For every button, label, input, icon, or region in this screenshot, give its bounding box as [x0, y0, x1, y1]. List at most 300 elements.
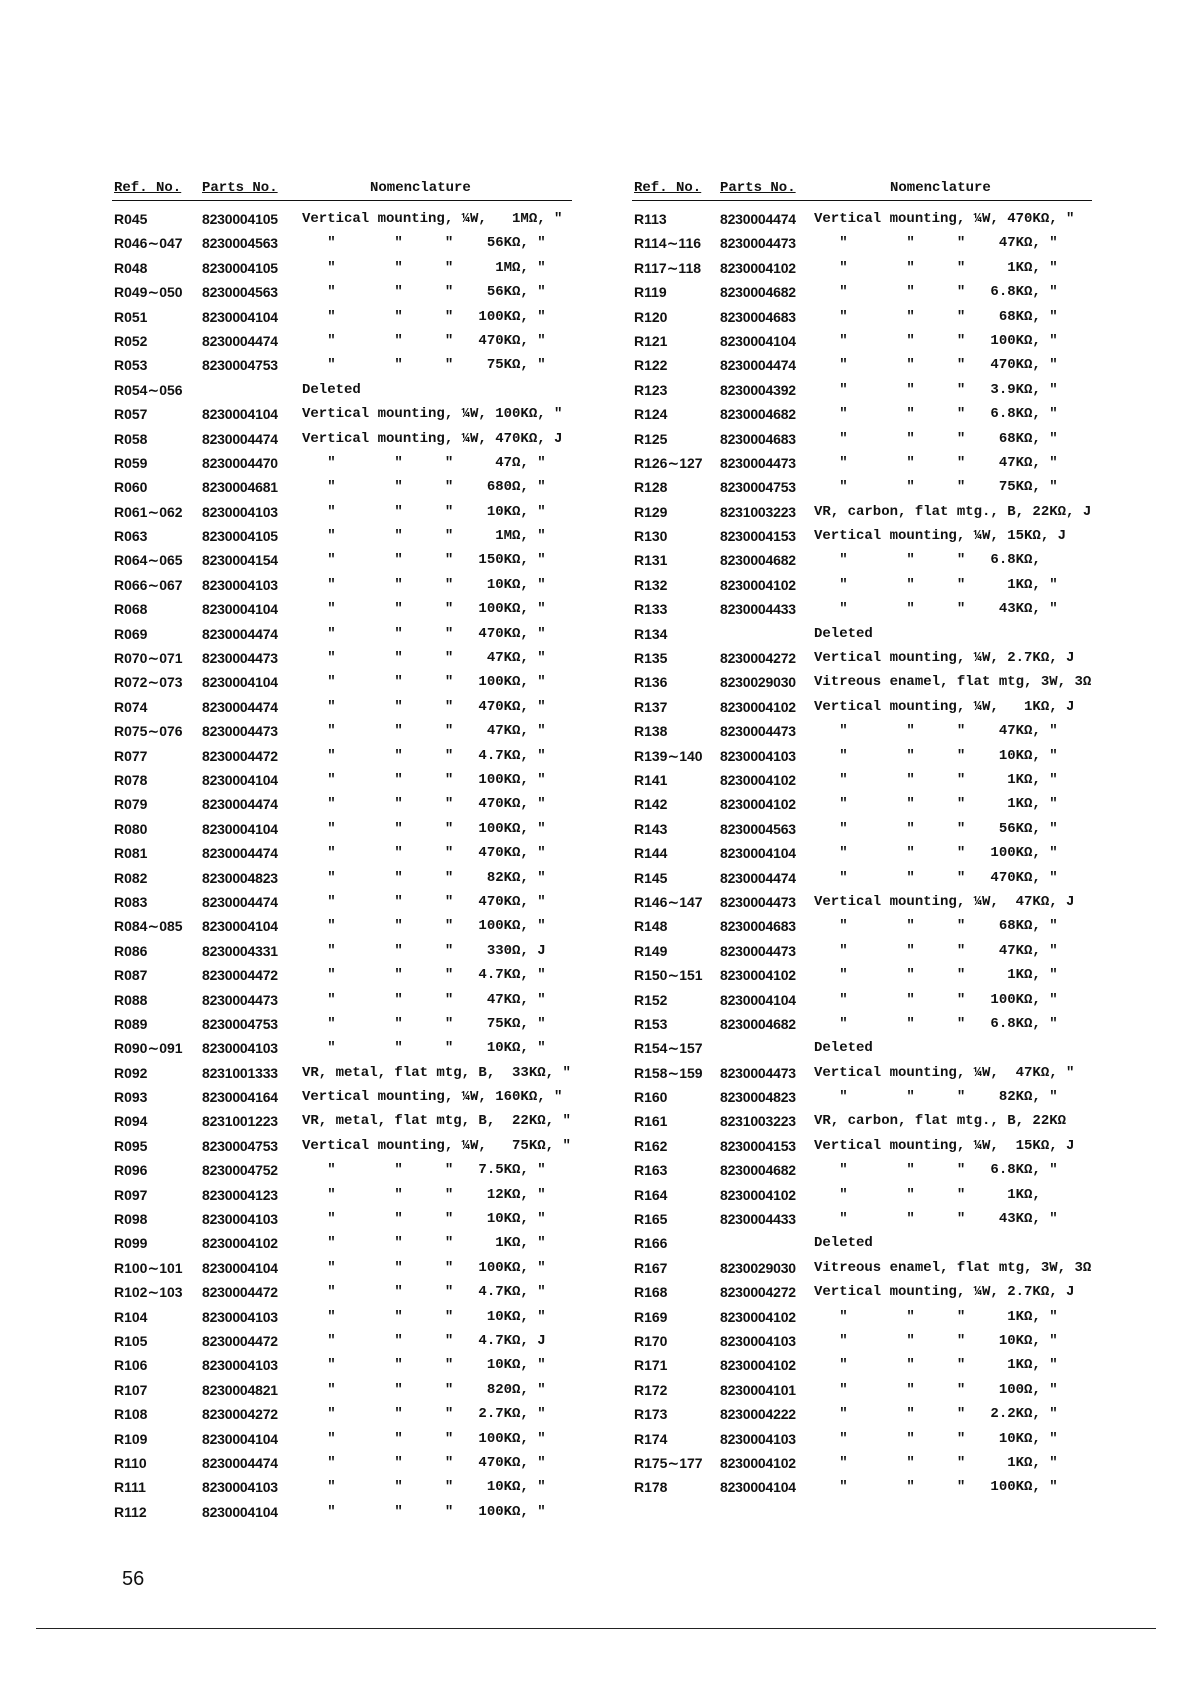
- nomenclature-cell: " " " 12KΩ, ": [302, 1186, 546, 1203]
- parts-no-cell: 8230004682: [720, 552, 796, 569]
- table-row: [632, 282, 1092, 306]
- parts-no-cell: 8231003223: [720, 503, 796, 520]
- table-row: [632, 868, 1092, 892]
- parts-no-cell: 8230004472: [202, 747, 278, 764]
- nomenclature-cell: Vertical mounting, ¼W, 15KΩ, J: [814, 528, 1067, 545]
- table-row: [112, 429, 572, 453]
- nomenclature-header: Nomenclature: [370, 180, 471, 196]
- table-row: [112, 1111, 572, 1135]
- nomenclature-cell: " " " 68KΩ, ": [814, 918, 1058, 935]
- parts-no-cell: 8230004474: [720, 357, 796, 374]
- table-row: [112, 1404, 572, 1428]
- table-row: [632, 1404, 1092, 1428]
- nomenclature-cell: " " " 1KΩ, ": [814, 796, 1058, 813]
- parts-no-cell: 8230004103: [202, 1479, 278, 1496]
- table-header: [112, 178, 572, 201]
- nomenclature-cell: Vertical mounting, ¼W, 15KΩ, J: [814, 1137, 1075, 1154]
- ref-no-cell: R172: [634, 1381, 668, 1398]
- table-row: [632, 355, 1092, 379]
- parts-no-cell: 8230004104: [202, 674, 278, 691]
- ref-no-cell: R045: [114, 211, 148, 227]
- parts-no-cell: 8230004821: [202, 1381, 278, 1398]
- table-row: [632, 794, 1092, 818]
- parts-no-cell: 8230004272: [720, 650, 796, 667]
- ref-no-cell: R168: [634, 1284, 668, 1301]
- nomenclature-cell: " " " 100KΩ, ": [814, 1479, 1058, 1496]
- ref-no-cell: R105: [114, 1332, 148, 1349]
- nomenclature-cell: Vertical mounting, ¼W, 47KΩ, J: [814, 893, 1075, 910]
- table-row: [632, 331, 1092, 355]
- parts-no-cell: 8230004682: [720, 284, 796, 301]
- ref-no-cell: R113: [634, 211, 667, 227]
- parts-no-cell: 8230004753: [202, 1137, 278, 1154]
- ref-no-cell: R136: [634, 674, 668, 691]
- nomenclature-cell: " " " 100KΩ, ": [302, 1259, 546, 1276]
- table-row: [632, 599, 1092, 623]
- nomenclature-cell: " " " 1KΩ, ": [814, 967, 1058, 984]
- nomenclature-cell: " " " 1MΩ, ": [302, 259, 546, 276]
- parts-no-cell: 8230004102: [720, 576, 796, 593]
- table-row: [112, 1209, 572, 1233]
- table-row: [632, 258, 1092, 282]
- table-row: [112, 770, 572, 794]
- ref-no-cell: R077: [114, 747, 148, 764]
- parts-no-cell: 8231003223: [720, 1113, 796, 1130]
- nomenclature-cell: " " " 75KΩ, ": [814, 479, 1058, 496]
- table-row: [112, 794, 572, 818]
- parts-no-cell: 8230004102: [720, 259, 796, 276]
- parts-no-cell: 8230004474: [720, 869, 796, 886]
- nomenclature-cell: " " " 10KΩ, ": [814, 1430, 1058, 1447]
- parts-no-cell: 8230004474: [202, 893, 278, 910]
- parts-no-cell: 8230004470: [202, 454, 278, 471]
- ref-no-cell: R066∼067: [114, 576, 183, 593]
- nomenclature-cell: " " " 1KΩ,: [814, 1186, 1041, 1203]
- parts-no-header: Parts No.: [720, 180, 796, 196]
- nomenclature-cell: " " " 47KΩ, ": [814, 723, 1058, 740]
- ref-no-cell: R117∼118: [634, 259, 702, 276]
- table-row: [632, 1453, 1092, 1477]
- table-row: [632, 843, 1092, 867]
- ref-no-cell: R095: [114, 1137, 148, 1154]
- ref-no-cell: R108: [114, 1406, 148, 1423]
- table-row: [632, 1307, 1092, 1331]
- parts-no-cell: 8230004123: [202, 1186, 278, 1203]
- parts-no-cell: 8230004153: [720, 1137, 796, 1154]
- parts-no-cell: 8230004474: [720, 211, 796, 227]
- parts-no-cell: 8230004753: [720, 479, 796, 496]
- nomenclature-cell: " " " 470KΩ, ": [302, 845, 546, 862]
- table-row: [112, 721, 572, 745]
- left-rows: [112, 209, 572, 1526]
- ref-no-cell: R120: [634, 308, 668, 325]
- table-row: [112, 1038, 572, 1062]
- ref-no-cell: R125: [634, 430, 668, 447]
- table-row: [112, 1087, 572, 1111]
- nomenclature-cell: " " " 100KΩ, ": [302, 1430, 546, 1447]
- parts-no-cell: 8230004473: [720, 454, 796, 471]
- ref-no-cell: R143: [634, 820, 668, 837]
- ref-no-cell: R090∼091: [114, 1040, 183, 1057]
- parts-no-cell: 8230004682: [720, 1162, 796, 1179]
- ref-no-cell: R112: [114, 1503, 147, 1520]
- nomenclature-cell: " " " 68KΩ, ": [814, 430, 1058, 447]
- nomenclature-cell: " " " 56KΩ, ": [814, 820, 1058, 837]
- nomenclature-cell: Vertical mounting, ¼W, 100KΩ, ": [302, 406, 563, 423]
- nomenclature-cell: " " " 10KΩ, ": [302, 1479, 546, 1496]
- ref-no-cell: R060: [114, 479, 148, 496]
- right-parts-table: [632, 178, 1092, 1502]
- parts-no-cell: 8230004103: [202, 576, 278, 593]
- parts-no-cell: 8230004472: [202, 967, 278, 984]
- ref-no-cell: R111: [114, 1479, 146, 1496]
- nomenclature-cell: " " " 470KΩ, ": [302, 625, 546, 642]
- ref-no-cell: R088: [114, 991, 148, 1008]
- table-row: [632, 721, 1092, 745]
- parts-no-cell: 8230004473: [202, 650, 278, 667]
- parts-no-cell: 8230004103: [720, 1332, 796, 1349]
- nomenclature-cell: " " " 1KΩ, ": [814, 1357, 1058, 1374]
- ref-no-cell: R069: [114, 625, 148, 642]
- parts-no-cell: 8230004105: [202, 528, 278, 545]
- ref-no-cell: R165: [634, 1211, 668, 1228]
- ref-no-cell: R154∼157: [634, 1040, 703, 1057]
- ref-no-cell: R131: [634, 552, 668, 569]
- nomenclature-cell: " " " 10KΩ, ": [302, 1040, 546, 1057]
- table-row: [632, 941, 1092, 965]
- ref-no-cell: R054∼056: [114, 381, 183, 398]
- nomenclature-cell: " " " 4.7KΩ, ": [302, 967, 546, 984]
- nomenclature-cell: " " " 100KΩ, ": [302, 771, 546, 788]
- table-row: [112, 965, 572, 989]
- nomenclature-cell: " " " 1KΩ, ": [814, 771, 1058, 788]
- table-row: [112, 453, 572, 477]
- table-row: [112, 1063, 572, 1087]
- nomenclature-cell: Deleted: [814, 1235, 873, 1252]
- parts-no-cell: 8230004683: [720, 430, 796, 447]
- nomenclature-cell: " " " 47KΩ, ": [302, 991, 546, 1008]
- table-row: [112, 746, 572, 770]
- nomenclature-cell: " " " 6.8KΩ,: [814, 552, 1041, 569]
- ref-no-cell: R119: [634, 284, 667, 301]
- ref-no-cell: R079: [114, 796, 148, 813]
- ref-no-cell: R121: [634, 332, 668, 349]
- table-row: [112, 672, 572, 696]
- table-row: [632, 1209, 1092, 1233]
- table-row: [632, 1380, 1092, 1404]
- ref-no-cell: R058: [114, 430, 148, 447]
- ref-no-cell: R137: [634, 698, 668, 715]
- table-row: [112, 1380, 572, 1404]
- ref-no-cell: R099: [114, 1235, 148, 1252]
- ref-no-cell: R163: [634, 1162, 668, 1179]
- table-header: [632, 178, 1092, 201]
- parts-no-cell: 8230004103: [202, 1308, 278, 1325]
- table-row: [632, 1331, 1092, 1355]
- ref-no-cell: R075∼076: [114, 723, 183, 740]
- table-row: [112, 502, 572, 526]
- parts-no-cell: 8230004272: [720, 1284, 796, 1301]
- table-row: [632, 990, 1092, 1014]
- table-row: [632, 1136, 1092, 1160]
- parts-no-cell: 8230004101: [720, 1381, 796, 1398]
- ref-no-cell: R064∼065: [114, 552, 183, 569]
- ref-no-cell: R087: [114, 967, 148, 984]
- nomenclature-cell: " " " 680Ω, ": [302, 479, 546, 496]
- table-row: [632, 672, 1092, 696]
- nomenclature-cell: " " " 100KΩ, ": [302, 308, 546, 325]
- ref-no-cell: R080: [114, 820, 148, 837]
- nomenclature-cell: Vitreous enamel, flat mtg, 3W, 3Ω: [814, 674, 1092, 691]
- ref-no-cell: R161: [634, 1113, 668, 1130]
- nomenclature-cell: " " " 75KΩ, ": [302, 1015, 546, 1032]
- parts-no-cell: 8230004473: [720, 723, 796, 740]
- parts-no-cell: 8230004104: [720, 332, 796, 349]
- nomenclature-cell: " " " 100KΩ, ": [814, 332, 1058, 349]
- ref-no-cell: R110: [114, 1454, 147, 1471]
- parts-no-cell: 8230004103: [202, 1357, 278, 1374]
- nomenclature-cell: " " " 47KΩ, ": [814, 942, 1058, 959]
- table-row: [112, 1307, 572, 1331]
- nomenclature-cell: Vertical mounting, ¼W, 160KΩ, ": [302, 1089, 563, 1106]
- ref-no-cell: R129: [634, 503, 668, 520]
- nomenclature-cell: " " " 10KΩ, ": [302, 1211, 546, 1228]
- parts-no-cell: 8230004104: [202, 406, 278, 423]
- parts-no-cell: 8230004154: [202, 552, 278, 569]
- parts-no-cell: 8230004153: [720, 528, 796, 545]
- parts-no-cell: 8230004563: [202, 284, 278, 301]
- ref-no-cell: R138: [634, 723, 668, 740]
- parts-no-cell: 8230004104: [202, 820, 278, 837]
- table-row: [112, 1331, 572, 1355]
- parts-no-cell: 8230004104: [202, 1503, 278, 1520]
- nomenclature-cell: Vertical mounting, ¼W, 1KΩ, J: [814, 698, 1075, 715]
- table-row: [632, 1258, 1092, 1282]
- nomenclature-cell: VR, metal, flat mtg, B, 33KΩ, ": [302, 1064, 571, 1081]
- nomenclature-cell: " " " 1KΩ, ": [814, 576, 1058, 593]
- ref-no-cell: R174: [634, 1430, 668, 1447]
- nomenclature-cell: " " " 56KΩ, ": [302, 284, 546, 301]
- parts-no-cell: 8230004102: [720, 1308, 796, 1325]
- ref-no-header: Ref. No.: [114, 180, 182, 196]
- nomenclature-cell: " " " 3.9KΩ, ": [814, 381, 1058, 398]
- parts-no-cell: 8230004474: [202, 430, 278, 447]
- ref-no-cell: R070∼071: [114, 650, 183, 667]
- table-row: [632, 770, 1092, 794]
- table-row: [632, 1233, 1092, 1257]
- table-row: [112, 1355, 572, 1379]
- ref-no-cell: R089: [114, 1015, 148, 1032]
- nomenclature-cell: " " " 7.5KΩ, ": [302, 1162, 546, 1179]
- table-row: [112, 990, 572, 1014]
- ref-no-cell: R153: [634, 1015, 668, 1032]
- table-row: [112, 258, 572, 282]
- nomenclature-cell: " " " 470KΩ, ": [302, 1454, 546, 1471]
- parts-no-header: Parts No.: [202, 180, 278, 196]
- table-row: [632, 380, 1092, 404]
- table-row: [632, 1160, 1092, 1184]
- nomenclature-cell: " " " 6.8KΩ, ": [814, 284, 1058, 301]
- table-row: [632, 453, 1092, 477]
- ref-no-cell: R102∼103: [114, 1284, 183, 1301]
- parts-no-cell: 8230004473: [202, 991, 278, 1008]
- parts-no-cell: 8230004104: [202, 771, 278, 788]
- ref-no-cell: R162: [634, 1137, 668, 1154]
- nomenclature-cell: " " " 2.2KΩ, ": [814, 1406, 1058, 1423]
- nomenclature-cell: " " " 4.7KΩ, ": [302, 747, 546, 764]
- parts-no-cell: 8230004104: [202, 308, 278, 325]
- parts-no-cell: 8230004104: [720, 991, 796, 1008]
- ref-no-cell: R053: [114, 357, 148, 374]
- nomenclature-cell: " " " 75KΩ, ": [302, 357, 546, 374]
- nomenclature-cell: Vertical mounting, ¼W, 2.7KΩ, J: [814, 650, 1075, 667]
- nomenclature-cell: " " " 43KΩ, ": [814, 601, 1058, 618]
- ref-no-cell: R114∼116: [634, 235, 702, 252]
- nomenclature-cell: " " " 100KΩ, ": [302, 601, 546, 618]
- ref-no-cell: R160: [634, 1089, 668, 1106]
- table-row: [112, 477, 572, 501]
- footer-rule: [36, 1628, 1156, 1629]
- table-row: [112, 1160, 572, 1184]
- parts-no-cell: 8230004105: [202, 211, 278, 227]
- ref-no-cell: R098: [114, 1211, 148, 1228]
- parts-no-cell: 8230004104: [202, 1259, 278, 1276]
- parts-no-cell: 8230004331: [202, 942, 278, 959]
- ref-no-cell: R141: [634, 771, 668, 788]
- parts-no-cell: 8230004103: [202, 503, 278, 520]
- nomenclature-cell: " " " 10KΩ, ": [302, 1308, 546, 1325]
- nomenclature-cell: VR, carbon, flat mtg., B, 22KΩ: [814, 1113, 1067, 1130]
- nomenclature-cell: " " " 100KΩ, ": [302, 820, 546, 837]
- ref-no-cell: R046∼047: [114, 235, 183, 252]
- table-row: [632, 892, 1092, 916]
- nomenclature-cell: Vertical mounting, ¼W, 47KΩ, ": [814, 1064, 1075, 1081]
- table-row: [112, 1014, 572, 1038]
- table-row: [632, 648, 1092, 672]
- table-row: [112, 404, 572, 428]
- table-row: [632, 1282, 1092, 1306]
- table-row: [112, 1136, 572, 1160]
- nomenclature-cell: " " " 470KΩ, ": [302, 796, 546, 813]
- ref-no-cell: R074: [114, 698, 148, 715]
- nomenclature-cell: " " " 4.7KΩ, J: [302, 1332, 546, 1349]
- parts-no-cell: 8230004752: [202, 1162, 278, 1179]
- nomenclature-cell: " " " 1KΩ, ": [814, 1454, 1058, 1471]
- nomenclature-cell: " " " 820Ω, ": [302, 1381, 546, 1398]
- ref-no-cell: R150∼151: [634, 967, 703, 984]
- parts-no-cell: 8230004473: [720, 1064, 796, 1081]
- table-row: [632, 1038, 1092, 1062]
- table-row: [112, 233, 572, 257]
- parts-no-cell: 8230004682: [720, 1015, 796, 1032]
- table-row: [632, 916, 1092, 940]
- table-row: [632, 575, 1092, 599]
- ref-no-cell: R093: [114, 1089, 148, 1106]
- ref-no-cell: R082: [114, 869, 148, 886]
- ref-no-cell: R171: [634, 1357, 668, 1374]
- parts-no-cell: 8230004681: [202, 479, 278, 496]
- parts-no-cell: 8230029030: [720, 674, 796, 691]
- nomenclature-cell: " " " 470KΩ, ": [814, 357, 1058, 374]
- ref-no-cell: R081: [114, 845, 148, 862]
- parts-no-cell: 8230004474: [202, 796, 278, 813]
- ref-no-cell: R086: [114, 942, 148, 959]
- ref-no-cell: R170: [634, 1332, 668, 1349]
- right-rows: [632, 209, 1092, 1502]
- table-row: [632, 233, 1092, 257]
- parts-no-cell: 8230004104: [720, 1479, 796, 1496]
- parts-no-cell: 8230004563: [720, 820, 796, 837]
- parts-no-cell: 8230004164: [202, 1089, 278, 1106]
- table-row: [112, 1282, 572, 1306]
- parts-no-cell: 8230004563: [202, 235, 278, 252]
- table-row: [632, 1429, 1092, 1453]
- parts-no-cell: 8230029030: [720, 1259, 796, 1276]
- parts-no-cell: 8230004823: [202, 869, 278, 886]
- table-row: [112, 819, 572, 843]
- table-row: [112, 843, 572, 867]
- ref-no-cell: R134: [634, 625, 668, 642]
- parts-no-cell: 8230004473: [720, 235, 796, 252]
- table-row: [112, 380, 572, 404]
- table-row: [632, 1111, 1092, 1135]
- table-row: [632, 550, 1092, 574]
- nomenclature-cell: " " " 1KΩ, ": [814, 259, 1058, 276]
- parts-no-cell: 8230004474: [202, 698, 278, 715]
- page-number: 56: [122, 1568, 145, 1590]
- parts-no-cell: 8230004472: [202, 1332, 278, 1349]
- parts-no-cell: 8230004104: [720, 845, 796, 862]
- table-row: [632, 1087, 1092, 1111]
- table-row: [632, 1477, 1092, 1501]
- table-row: [112, 355, 572, 379]
- ref-no-cell: R133: [634, 601, 668, 618]
- table-row: [632, 697, 1092, 721]
- nomenclature-cell: " " " 43KΩ, ": [814, 1211, 1058, 1228]
- nomenclature-cell: " " " 1MΩ, ": [302, 528, 546, 545]
- parts-no-cell: 8230004103: [720, 747, 796, 764]
- ref-no-cell: R061∼062: [114, 503, 183, 520]
- ref-no-cell: R107: [114, 1381, 148, 1398]
- table-row: [632, 477, 1092, 501]
- parts-no-cell: 8230004272: [202, 1406, 278, 1423]
- nomenclature-cell: Vertical mounting, ¼W, 2.7KΩ, J: [814, 1284, 1075, 1301]
- table-row: [112, 1233, 572, 1257]
- ref-no-cell: R128: [634, 479, 668, 496]
- table-row: [112, 916, 572, 940]
- left-parts-table: [112, 178, 572, 1526]
- table-row: [112, 575, 572, 599]
- table-row: [112, 1185, 572, 1209]
- nomenclature-cell: " " " 2.7KΩ, ": [302, 1406, 546, 1423]
- parts-no-cell: 8230004104: [202, 1430, 278, 1447]
- nomenclature-cell: " " " 6.8KΩ, ": [814, 1015, 1058, 1032]
- table-row: [632, 429, 1092, 453]
- ref-no-cell: R048: [114, 259, 148, 276]
- ref-no-cell: R078: [114, 771, 148, 788]
- nomenclature-cell: Vertical mounting, ¼W, 75KΩ, ": [302, 1137, 571, 1154]
- ref-no-cell: R126∼127: [634, 454, 703, 471]
- ref-no-cell: R148: [634, 918, 668, 935]
- table-row: [112, 624, 572, 648]
- ref-no-cell: R166: [634, 1235, 668, 1252]
- parts-no-cell: 8230004473: [720, 942, 796, 959]
- table-row: [112, 1258, 572, 1282]
- parts-no-cell: 8230004682: [720, 406, 796, 423]
- nomenclature-cell: " " " 47KΩ, ": [302, 723, 546, 740]
- nomenclature-cell: " " " 82KΩ, ": [814, 1089, 1058, 1106]
- ref-no-cell: R164: [634, 1186, 668, 1203]
